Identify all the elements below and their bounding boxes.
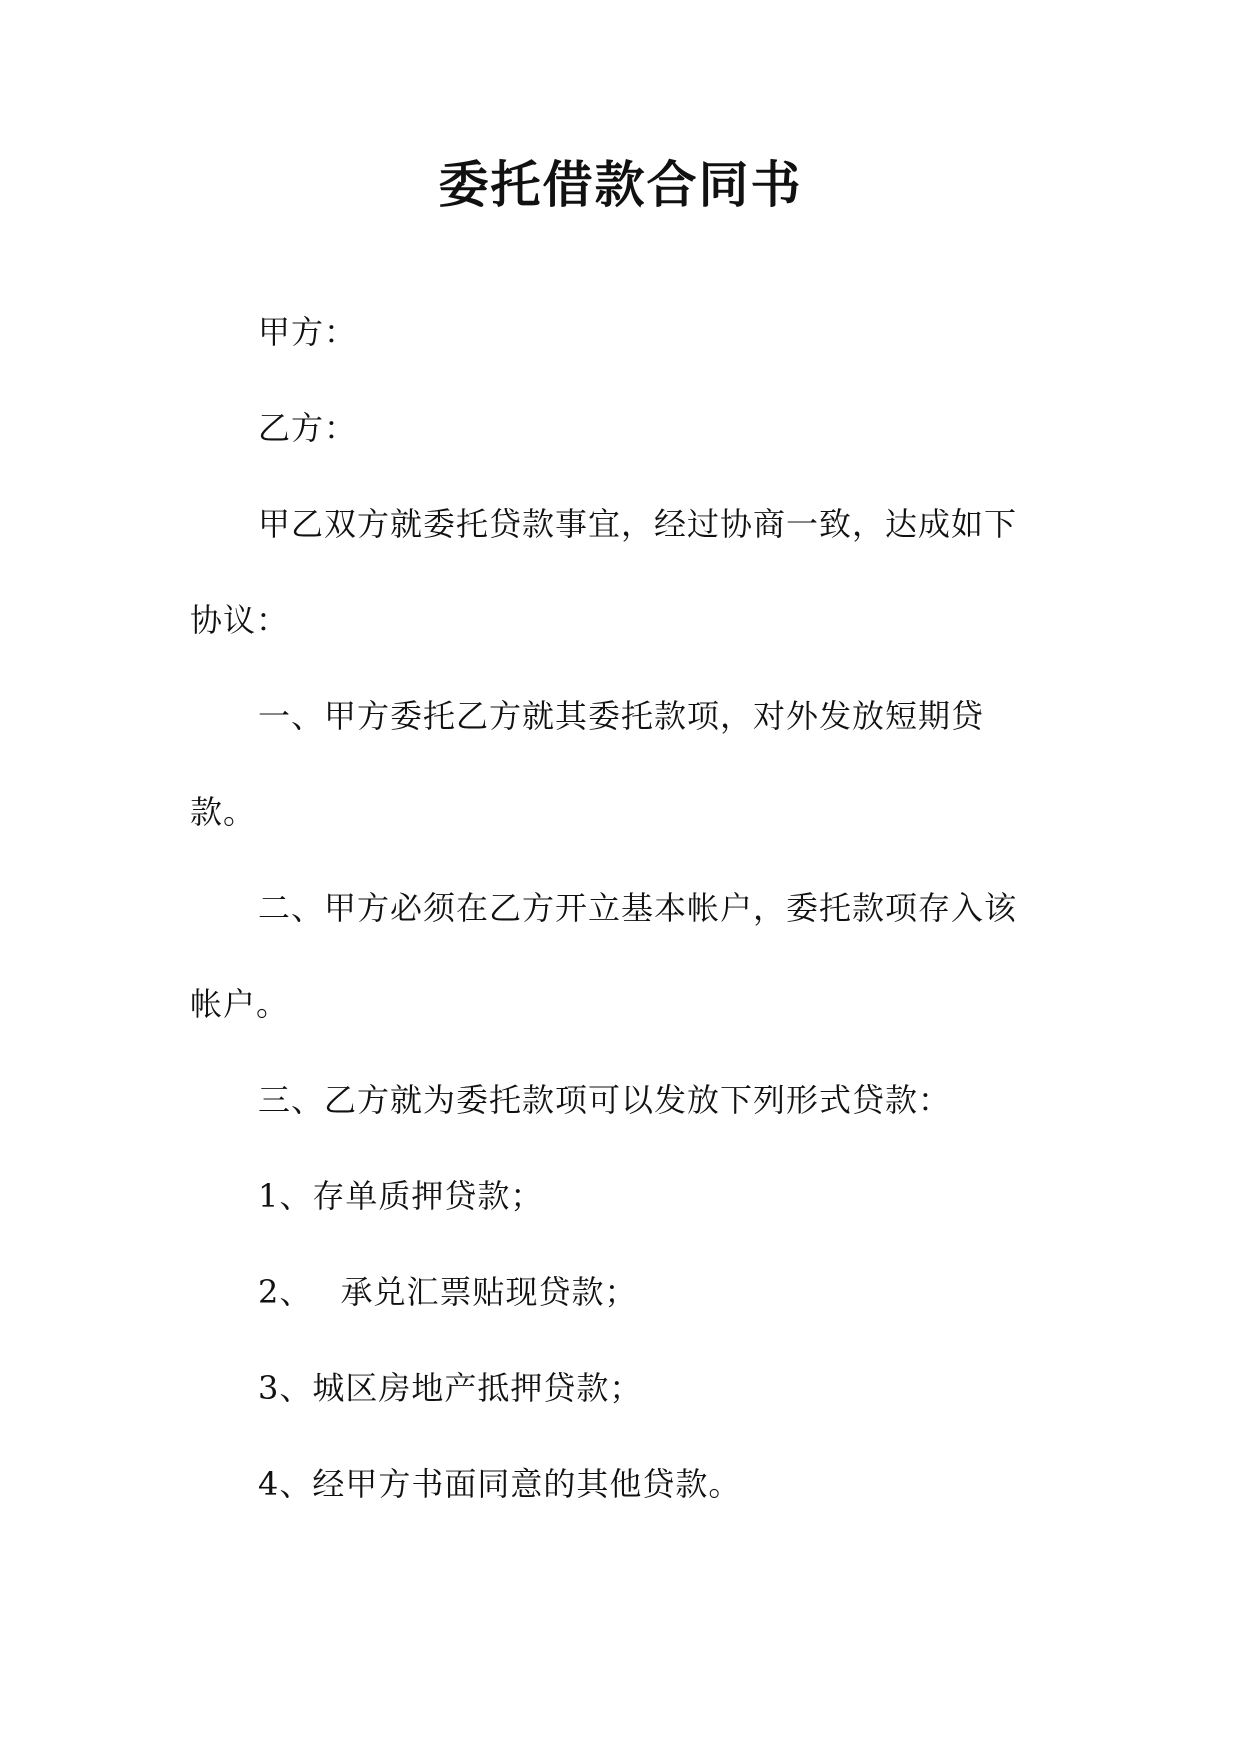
intro-paragraph-line-1: 甲乙双方就委托贷款事宜，经过协商一致，达成如下 <box>258 505 1018 543</box>
list-item-1: 1、存单质押贷款； <box>258 1177 544 1215</box>
list-item-2: 2、 承兑汇票贴现贷款； <box>258 1273 638 1311</box>
party-b-line: 乙方： <box>258 409 358 447</box>
clause-2-line-2: 帐户。 <box>190 985 290 1023</box>
document-title: 委托借款合同书 <box>438 156 803 214</box>
clause-2-line-1: 二、甲方必须在乙方开立基本帐户，委托款项存入该 <box>258 889 1018 927</box>
clause-1-line-1: 一、甲方委托乙方就其委托款项，对外发放短期贷 <box>258 697 985 735</box>
list-item-4: 4、经甲方书面同意的其他贷款。 <box>258 1465 742 1503</box>
clause-3-line: 三、乙方就为委托款项可以发放下列形式贷款： <box>258 1081 952 1119</box>
party-a-line: 甲方： <box>258 313 358 351</box>
intro-paragraph-line-2: 协议： <box>190 601 290 639</box>
clause-1-line-2: 款。 <box>190 793 257 831</box>
list-item-3: 3、城区房地产抵押贷款； <box>258 1369 643 1407</box>
